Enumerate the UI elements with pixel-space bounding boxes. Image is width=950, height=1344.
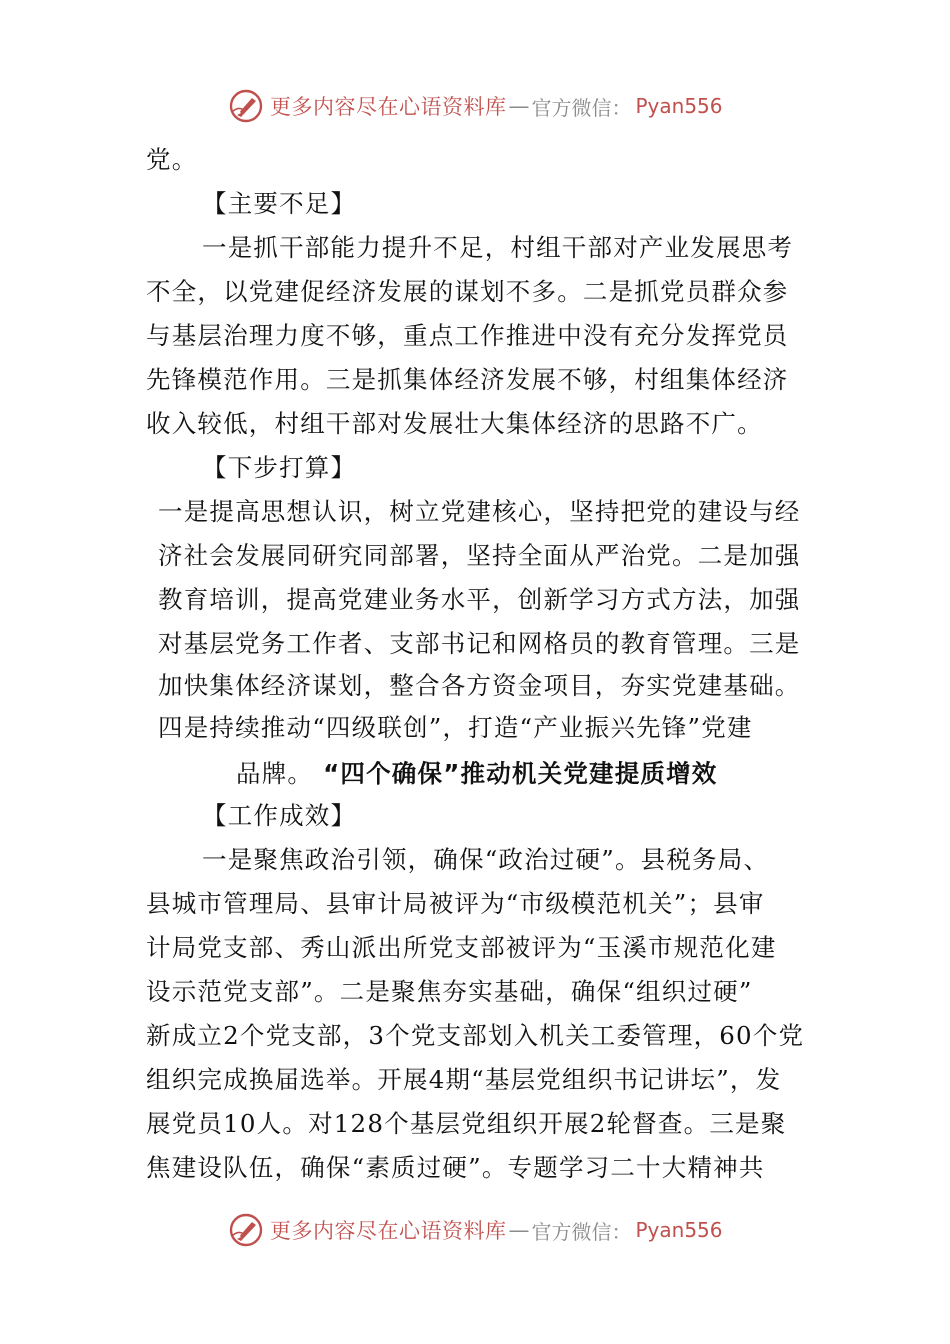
text-line: 济社会发展同研究同部署，坚持全面从严治党。二是加强 [158, 541, 801, 570]
text-line: 不全，以党建促经济发展的谋划不多。二是抓党员群众参 [146, 277, 789, 306]
article-title: “四个确保”推动机关党建提质增效 [323, 759, 718, 788]
text-fragment: 品牌。 [236, 759, 314, 788]
footer-banner [228, 1208, 723, 1252]
pen-logo-icon [228, 88, 264, 124]
text-line: 计局党支部、秀山派出所党支部被评为“玉溪市规范化建 [146, 933, 777, 962]
text-line: 县城市管理局、县审计局被评为“市级模范机关”；县审 [146, 889, 765, 918]
text-line: 党。 [146, 145, 198, 174]
text-line: 四是持续推动“四级联创”，打造“产业振兴先锋”党建 [158, 713, 753, 742]
header-banner [228, 84, 723, 128]
banner-wechat-label: 官方微信： [531, 95, 632, 120]
text-line: 一是聚焦政治引领，确保“政治过硬”。县税务局、 [202, 845, 770, 874]
text-line: 先锋模范作用。三是抓集体经济发展不够，村组集体经济 [146, 365, 789, 394]
banner-separator: — [508, 94, 530, 118]
banner-wechat-id: Pyan556 [635, 1218, 723, 1242]
text-line: 与基层治理力度不够，重点工作推进中没有充分发挥党员 [146, 321, 789, 350]
banner-wechat-id: Pyan556 [635, 94, 723, 118]
banner-separator: — [508, 1218, 530, 1242]
pen-logo-icon [228, 1212, 264, 1248]
text-line: 一是抓干部能力提升不足，村组干部对产业发展思考 [202, 233, 794, 262]
text-line: 对基层党务工作者、支部书记和网格员的教育管理。三是 [158, 629, 801, 658]
text-line: 加快集体经济谋划，整合各方资金项目，夯实党建基础。 [158, 671, 801, 700]
text-line: 收入较低，村组干部对发展壮大集体经济的思路不广。 [146, 409, 763, 438]
banner-wechat-label: 官方微信： [531, 1219, 632, 1244]
text-line: 设示范党支部”。二是聚焦夯实基础，确保“组织过硬” [146, 977, 753, 1006]
text-line [236, 756, 718, 792]
text-line: 组织完成换届选举。开展4期“基层党组织书记讲坛”，发 [146, 1065, 782, 1094]
section-heading-shortcomings: 【主要不足】 [202, 189, 357, 218]
text-line: 一是提高思想认识，树立党建核心，坚持把党的建设与经 [158, 497, 801, 526]
section-heading-results: 【工作成效】 [202, 801, 357, 830]
text-line: 展党员10人。对128个基层党组织开展2轮督查。三是聚 [146, 1109, 787, 1138]
text-line: 焦建设队伍，确保“素质过硬”。专题学习二十大精神共 [146, 1153, 765, 1182]
banner-title: 更多内容尽在心语资料库 [270, 95, 507, 119]
text-line: 教育培训，提高党建业务水平，创新学习方式方法，加强 [158, 585, 801, 614]
section-heading-next-steps: 【下步打算】 [202, 453, 357, 482]
text-line: 新成立2个党支部，3个党支部划入机关工委管理，60个党 [146, 1021, 805, 1050]
banner-title: 更多内容尽在心语资料库 [270, 1219, 507, 1243]
